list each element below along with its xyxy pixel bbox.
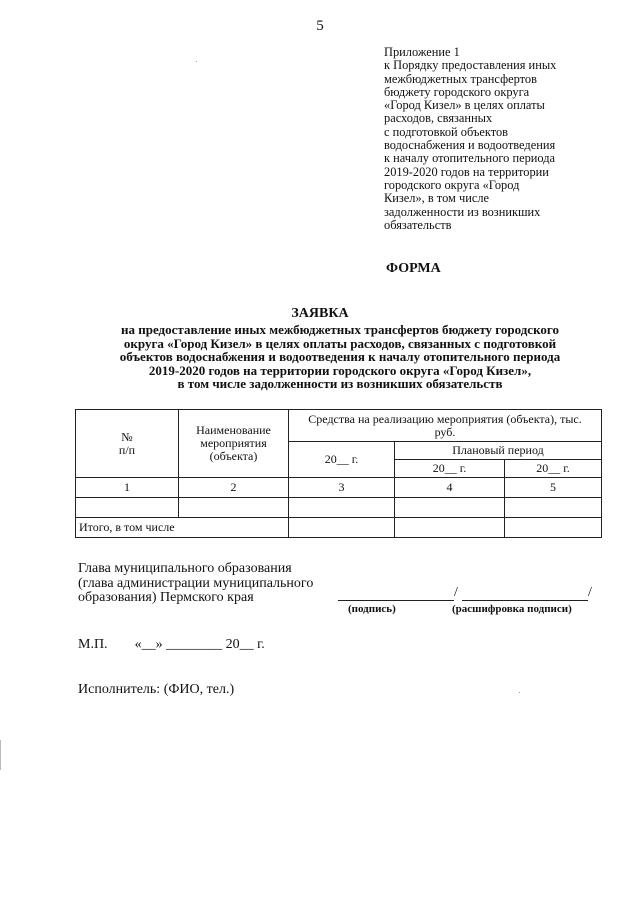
index-cell: 5	[505, 478, 602, 498]
header-number-abbr: п/п	[118, 442, 136, 457]
form-label: ФОРМА	[386, 261, 441, 276]
appendix-line: с подготовкой объектов	[384, 124, 509, 139]
empty-cell	[76, 498, 179, 518]
index-cell: 4	[395, 478, 505, 498]
appendix-line: «Город Кизел» в целях оплаты	[384, 98, 545, 113]
appendix-line: обязательств	[384, 217, 452, 232]
appendix-line: межбюджетных трансфертов	[384, 71, 537, 86]
document-subtitle	[78, 323, 602, 391]
scan-speck	[519, 692, 520, 693]
empty-cell	[505, 498, 602, 518]
index-cell: 3	[289, 478, 395, 498]
empty-cell	[289, 518, 395, 538]
empty-cell	[289, 498, 395, 518]
appendix-line: к Порядку предоставления иных	[384, 58, 557, 73]
header-funds-text: Средства на реализацию мероприятия (объекта), тыс. руб.	[308, 411, 582, 439]
header-name-text: Наименование мероприятия (объекта)	[196, 423, 271, 463]
empty-cell	[395, 518, 505, 538]
header-plan-year-2: 20__ г.	[505, 460, 602, 478]
application-table	[75, 409, 602, 538]
appendix-line: водоснабжения и водоотведения	[384, 138, 556, 153]
stamp-row	[78, 637, 265, 653]
index-cell: 1	[76, 478, 179, 498]
document-title: ЗАЯВКА	[291, 306, 349, 321]
header-current-year: 20__ г.	[289, 442, 395, 478]
signature-caption: (подпись)	[348, 603, 396, 615]
subtitle-line: объектов водоснабжения и водоотведения к началу отопительного периода	[119, 349, 561, 365]
index-cell: 2	[179, 478, 289, 498]
decode-line	[462, 588, 588, 601]
empty-cell	[179, 498, 289, 518]
subtitle-line: на предоставление иных межбюджетных трансфертов бюджету городского	[121, 322, 559, 337]
header-plan-year-1: 20__ г.	[395, 460, 505, 478]
appendix-line: Кизел», в том числе	[384, 191, 490, 206]
appendix-block	[384, 46, 624, 232]
signature-end-slash: /	[588, 585, 592, 600]
appendix-line: расходов, связанных	[384, 111, 493, 126]
signatory-line: (глава администрации муниципального	[78, 575, 314, 591]
total-label: Итого, в том числе	[76, 518, 289, 538]
executor-line: Исполнитель: (ФИО, тел.)	[78, 682, 235, 697]
empty-cell	[395, 498, 505, 518]
stamp-label: М.П.	[78, 637, 108, 652]
signature-line	[338, 588, 454, 601]
header-name	[179, 410, 289, 478]
subtitle-line: округа «Город Кизел» в целях оплаты расходов, связанных с подготовкой	[123, 335, 557, 351]
decode-caption: (расшифровка подписи)	[452, 603, 572, 615]
subtitle-line: в том числе задолженности из возникших обязательств	[177, 376, 503, 392]
date-placeholder: «__» ________ 20__ г.	[134, 637, 265, 652]
empty-cell	[505, 518, 602, 538]
page-number: 5	[316, 18, 324, 34]
subtitle-line: 2019-2020 годов на территории городского округа «Город Кизел»,	[148, 362, 532, 378]
header-plan-period: Плановый период	[395, 442, 602, 460]
appendix-line: городского округа «Город	[384, 177, 520, 192]
header-number-sign: №	[121, 429, 133, 444]
scan-margin-mark	[0, 740, 1, 770]
signatory-line: Глава муниципального образования	[78, 561, 292, 576]
appendix-line: задолженности из возникших	[384, 204, 541, 219]
appendix-line: Приложение 1	[384, 45, 460, 59]
header-funds	[289, 410, 602, 442]
header-number	[76, 410, 179, 478]
signatory-title	[78, 562, 313, 606]
signatory-line: образования) Пермского края	[78, 590, 254, 605]
appendix-line: бюджету городского округа	[384, 84, 530, 99]
appendix-line: к началу отопительного периода	[384, 151, 556, 166]
signature-separator: /	[454, 585, 458, 600]
scan-speck	[196, 61, 197, 62]
appendix-line: 2019-2020 годов на территории	[384, 164, 549, 179]
